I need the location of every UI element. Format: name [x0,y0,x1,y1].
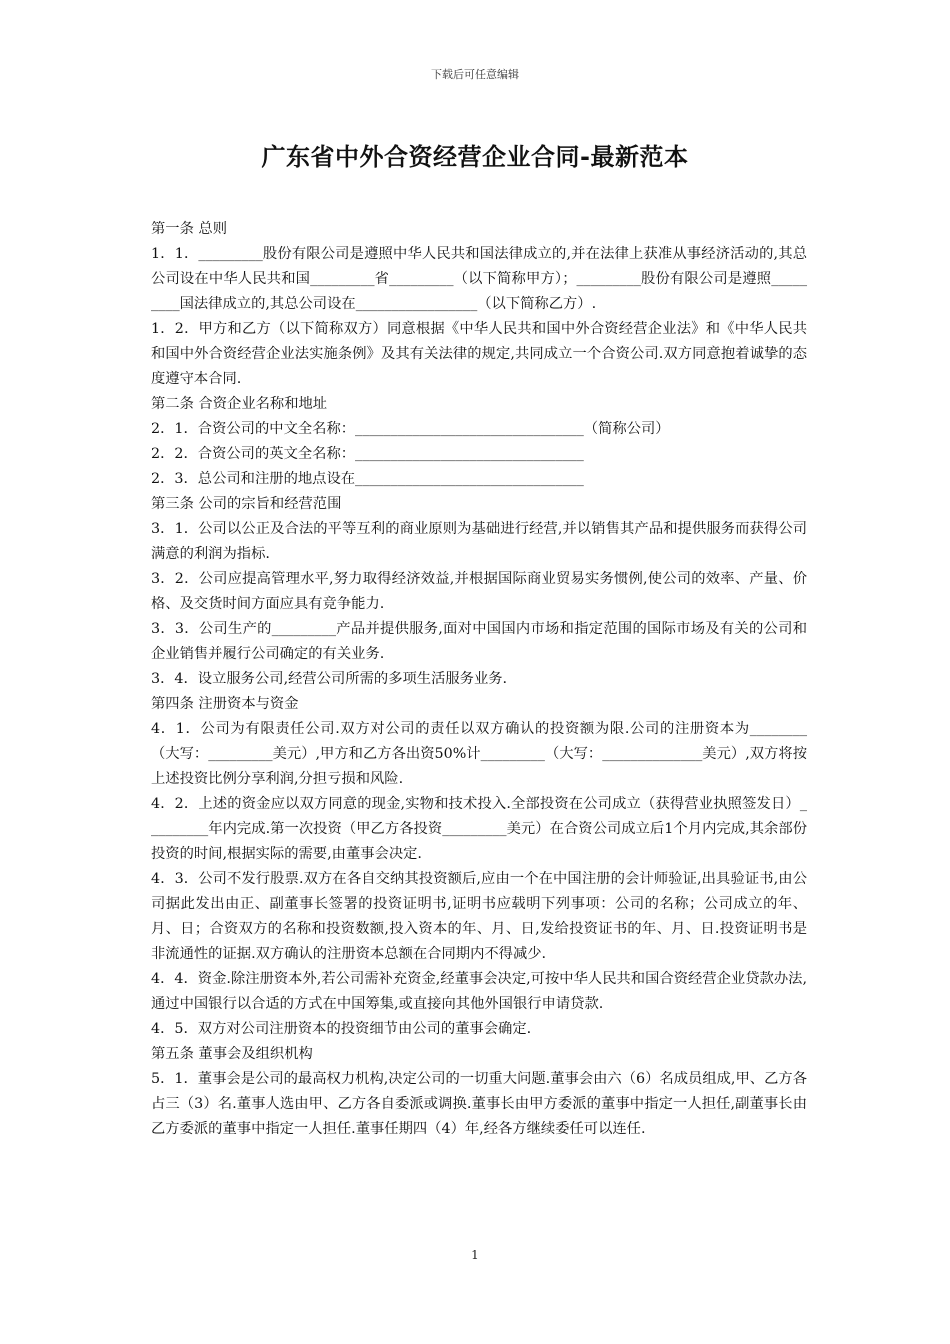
clause-paragraph: 2．2．合资公司的英文全名称：________________________________ [151,446,584,462]
section-heading: 第二条 合资企业名称和地址 [151,396,328,412]
section-heading: 第四条 注册资本与资金 [151,696,299,712]
page-number: 1 [471,1248,479,1262]
clause-paragraph: 4．2．上述的资金应以双方同意的现金,实物和技术投入.全部投资在公司成立（获得营业执照签发日）_________年内完成.第一次投资（甲乙方各投资_________美元）在合资公司成立后1个月内完成,其余部份投资的时间,根据实际的需要,由董事会决定. [151,796,807,862]
section-heading: 第三条 公司的宗旨和经营范围 [151,496,342,512]
clause-paragraph: 5．1．董事会是公司的最高权力机构,决定公司的一切重大问题.董事会由六（6）名成员组成,甲、乙方各占三（3）名.董事人选由甲、乙方各自委派或调换.董事长由甲方委派的董事中指定一人担任,副董事长由乙方委派的董事中指定一人担任.董事任期四（4）年,经各方继续委任可以连任. [151,1071,807,1137]
clause-paragraph: 3．1．公司以公正及合法的平等互利的商业原则为基础进行经营,并以销售其产品和提供服务而获得公司满意的利润为指标. [151,521,807,562]
header-note: 下载后可任意编辑 [431,68,519,81]
document-body [145,217,807,1142]
clause-paragraph: 2．3．总公司和注册的地点设在________________________________ [151,471,584,487]
clause-paragraph: 3．4．设立服务公司,经营公司所需的多项生活服务业务. [151,671,508,687]
clause-paragraph: 4．4．资金.除注册资本外,若公司需补充资金,经董事会决定,可按中华人民共和国合资经营企业贷款办法,通过中国银行以合适的方式在中国筹集,或直接向其他外国银行申请贷款. [151,971,807,1012]
clause-paragraph: 3．3．公司生产的_________产品并提供服务,面对中国国内市场和指定范围的国际市场及有关的公司和企业销售并履行公司确定的有关业务. [151,621,807,662]
clause-paragraph: 4．1．公司为有限责任公司.双方对公司的责任以双方确认的投资额为限.公司的注册资本为________（大写：_________美元）,甲方和乙方各出资50%计_________（大写：______________美元）,双方将按上述投资比例分享利润,分担亏损和风险. [151,721,807,787]
clause-paragraph: 3．2．公司应提高管理水平,努力取得经济效益,并根据国际商业贸易实务惯例,使公司的效率、产量、价格、及交货时间方面应具有竞争能力. [151,571,807,612]
section-heading: 第五条 董事会及组织机构 [151,1046,313,1062]
document-title: 广东省中外合资经营企业合同-最新范本 [261,143,689,171]
clause-paragraph: 2．1．合资公司的中文全名称：________________________________（简称公司） [151,421,670,437]
clause-paragraph: 4．5．双方对公司注册资本的投资细节由公司的董事会确定. [151,1021,532,1037]
clause-paragraph: 1．2．甲方和乙方（以下简称双方）同意根据《中华人民共和国中外合资经营企业法》和《中华人民共和国中外合资经营企业法实施条例》及其有关法律的规定,共同成立一个合资公司.双方同意抱着诚挚的态度遵守本合同. [151,321,807,387]
clause-paragraph: 4．3．公司不发行股票.双方在各自交纳其投资额后,应由一个在中国注册的会计师验证,出具验证书,由公司据此发出由正、副董事长签署的投资证明书,证明书应载明下列事项：公司的名称；公司成立的年、月、日；合资双方的名称和投资数额,投入资本的年、月、日,发给投资证书的年、月、日.投资证明书是非流通性的证据.双方确认的注册资本总额在合同期内不得减少. [151,871,807,962]
section-heading: 第一条 总则 [151,221,228,237]
clause-paragraph: 1．1．_________股份有限公司是遵照中华人民共和国法律成立的,并在法律上获准从事经济活动的,其总公司设在中华人民共和国_________省_________（以下简称甲方）；_________股份有限公司是遵照_________国法律成立的,其总公司设在_________________（以下简称乙方）. [151,246,807,312]
